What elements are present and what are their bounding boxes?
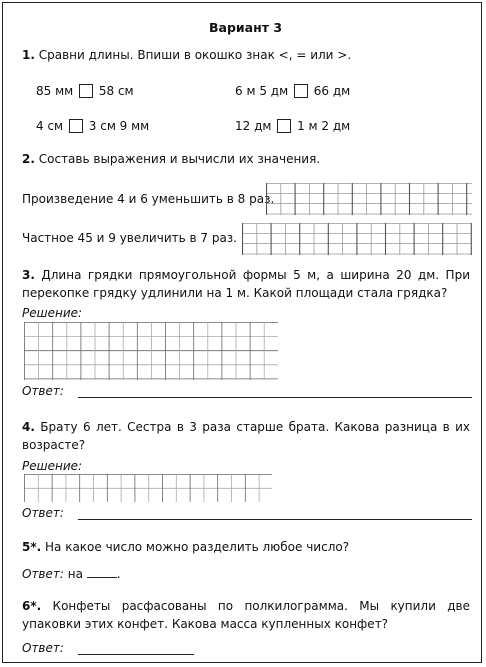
task6-text: Конфеты расфасованы по полкилограмма. Мы купили две упаковки этих конфет. Какова масса купленных конфет? <box>22 599 470 631</box>
variant-title: Вариант 3 <box>209 20 283 35</box>
expression-2-grid[interactable] <box>242 223 472 255</box>
compare-row-1 <box>36 84 134 98</box>
task3-answer-line[interactable] <box>78 397 472 398</box>
task6-answer-line[interactable] <box>78 654 194 655</box>
task3-solution-label: Решение: <box>22 306 83 320</box>
answer-box[interactable] <box>294 84 308 98</box>
task4-answer-label: Ответ: <box>22 506 64 520</box>
expression-1-grid[interactable] <box>266 183 472 215</box>
task3-text: Длина грядки прямоугольной формы 5 м, а ширина 20 дм. При перекопке грядку удлинили на 1 м. Какой площади стала грядка? <box>22 268 470 300</box>
task4-solution-label: Решение: <box>22 459 83 473</box>
task2-header <box>22 152 320 166</box>
answer-box[interactable] <box>69 119 83 133</box>
task5-answer-label: Ответ: <box>22 567 64 581</box>
compare-left: 4 см <box>36 119 64 133</box>
task4-solution-grid[interactable] <box>24 474 272 502</box>
compare-right: 3 см 9 мм <box>88 119 150 133</box>
answer-box[interactable] <box>277 119 291 133</box>
compare-row-2 <box>235 84 350 98</box>
task1-number: 1. <box>22 48 35 62</box>
task6-text-block <box>22 597 470 633</box>
task5-answer-suffix: . <box>116 567 121 581</box>
task4-answer-line[interactable] <box>78 519 472 520</box>
compare-right: 66 дм <box>313 84 351 98</box>
compare-right: 1 м 2 дм <box>297 119 351 133</box>
task4-text-block <box>22 418 470 454</box>
task3-solution-grid[interactable] <box>24 322 278 380</box>
task1-header <box>22 48 351 62</box>
task1-text: Сравни длины. Впиши в окошко знак <, = или >. <box>38 48 352 62</box>
expression-2: Частное 45 и 9 увеличить в 7 раз. <box>22 231 237 245</box>
task5-answer-line[interactable] <box>87 566 117 578</box>
task2-text: Составь выражения и вычисли их значения. <box>38 152 321 166</box>
compare-row-3 <box>36 119 149 133</box>
compare-left: 12 дм <box>235 119 272 133</box>
compare-right: 58 см <box>98 84 134 98</box>
task5-answer <box>22 566 121 581</box>
answer-box[interactable] <box>79 84 93 98</box>
compare-left: 6 м 5 дм <box>235 84 289 98</box>
task3-number: 3. <box>22 268 35 282</box>
compare-left: 85 мм <box>36 84 74 98</box>
compare-row-4 <box>235 119 350 133</box>
task5-text: На какое число можно разделить любое число? <box>45 540 350 554</box>
task5-number: 5*. <box>22 540 42 554</box>
task6-number: 6*. <box>22 599 42 613</box>
task6-answer-label: Ответ: <box>22 641 64 655</box>
task3-text-block <box>22 266 470 302</box>
task5-header <box>22 540 349 554</box>
task2-number: 2. <box>22 152 35 166</box>
task3-answer-label: Ответ: <box>22 384 64 398</box>
task5-answer-prefix: на <box>67 567 83 581</box>
expression-1: Произведение 4 и 6 уменьшить в 8 раз. <box>22 192 275 206</box>
task4-number: 4. <box>22 420 35 434</box>
task4-text: Брату 6 лет. Сестра в 3 раза старше брата. Какова разница в их возрасте? <box>22 420 470 452</box>
